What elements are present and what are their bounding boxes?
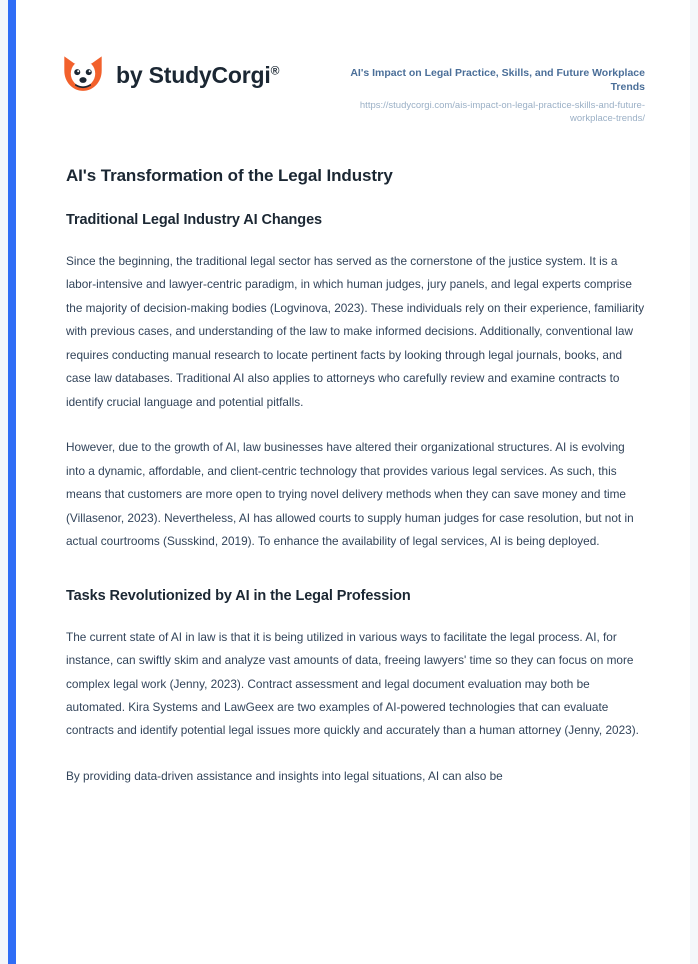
brand-name xyxy=(116,62,279,89)
brand-logo-block[interactable] xyxy=(60,52,279,98)
paragraph: However, due to the growth of AI, law businesses have altered their organizational structures. AI is evolving into a dynamic, affordable, and client-centric technology that provides various legal services. As such, this means that customers are more open to trying novel delivery methods when they can save money and time (Villasenor, 2023). Nevertheless, AI has allowed courts to supply human judges for case resolution, but not in actual courtrooms (Susskind, 2019). To enhance the availability of legal services, AI is being deployed. xyxy=(66,440,634,549)
fox-logo-icon xyxy=(60,52,106,98)
document-title: AI's Impact on Legal Practice, Skills, and Future Workplace Trends xyxy=(350,67,645,94)
paragraph: By providing data-driven assistance and insights into legal situations, AI can also be xyxy=(66,768,503,783)
brand-name-text: by StudyCorgi xyxy=(116,61,271,88)
article-content xyxy=(8,126,690,788)
document-url[interactable]: https://studycorgi.com/ais-impact-on-legal-practice-skills-and-future-workplace-trends/ xyxy=(359,100,645,125)
section-heading-1: Traditional Legal Industry AI Changes xyxy=(66,211,322,228)
paragraph: The current state of AI in law is that it is being utilized in various ways to facilitate the legal process. AI, for instance, can swiftly skim and analyze vast amounts of data, freeing lawyers' time so they can focus on more complex legal work (Jenny, 2023). Contract assessment and legal document evaluation may both be automated. Kira Systems and LawGeex are two examples of AI-powered technologies that can evaluate contracts and identify potential legal issues more quickly and accurately than a human attorney (Jenny, 2023). xyxy=(66,629,639,738)
left-accent-bar xyxy=(8,0,16,964)
paragraph: Since the beginning, the traditional legal sector has served as the cornerstone of the justice system. It is a labor-intensive and lawyer-centric paradigm, in which human judges, jury panels, and legal experts comprise the majority of decision-making bodies (Logvinova, 2023). These individuals rely on their experience, familiarity with previous cases, and understanding of the law to make informed decisions. Additionally, conventional law requires conducting manual research to locate pertinent facts by looking through legal journals, books, and case law databases. Traditional AI also applies to attorneys who carefully review and examine contracts to identify crucial language and potential pitfalls. xyxy=(66,253,645,409)
registered-mark: ® xyxy=(270,62,280,77)
page-header xyxy=(8,0,690,126)
page-title: AI's Transformation of the Legal Industry xyxy=(66,165,393,185)
section-heading-2: Tasks Revolutionized by AI in the Legal Profession xyxy=(66,587,411,604)
document-meta xyxy=(345,52,645,126)
